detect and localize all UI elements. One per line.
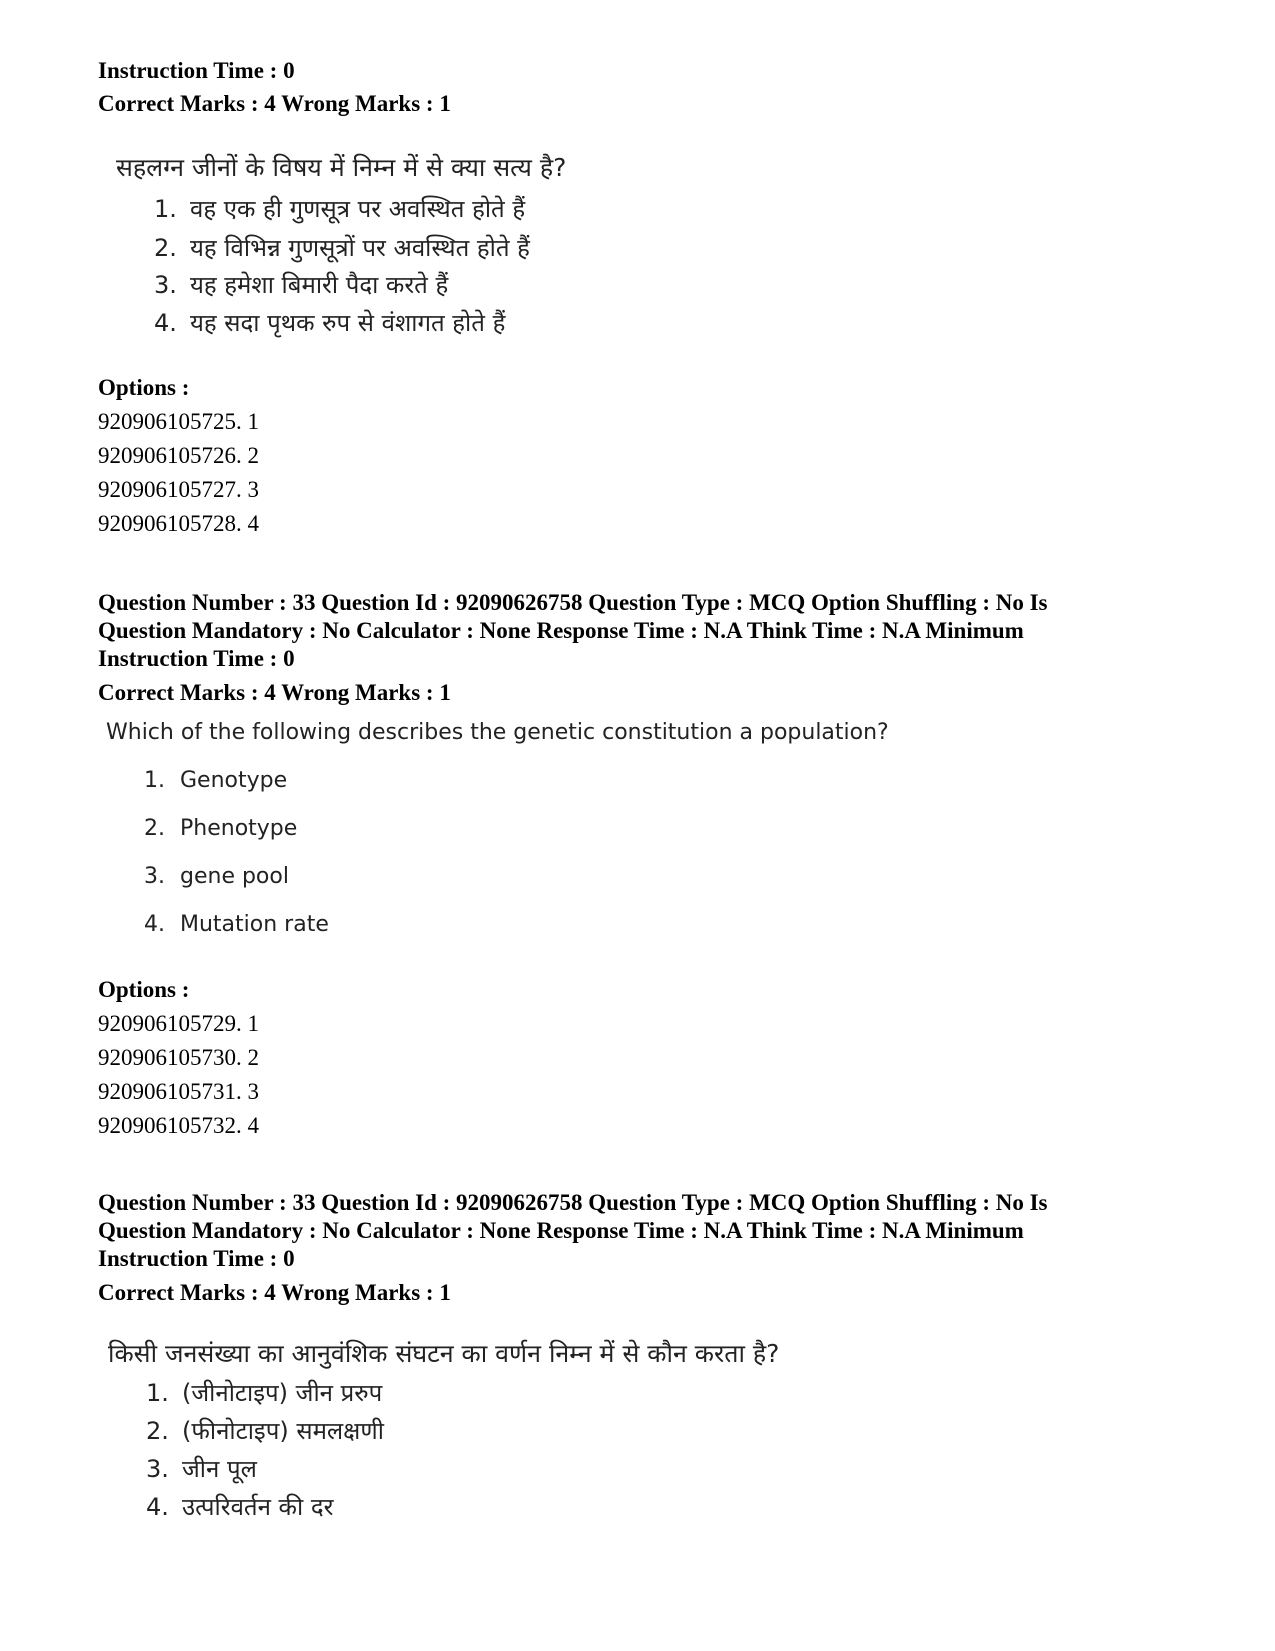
choice-4 bbox=[146, 1490, 333, 1523]
choice-2 bbox=[144, 816, 297, 841]
choice-number: 2. bbox=[146, 1417, 169, 1445]
marks-line: Correct Marks : 4 Wrong Marks : 1 bbox=[98, 91, 451, 116]
choice-text: वह एक ही गुणसूत्र पर अवस्थित होते हैं bbox=[190, 195, 526, 223]
choice-number: 2. bbox=[154, 234, 177, 262]
marks-line: Correct Marks : 4 Wrong Marks : 1 bbox=[98, 1280, 451, 1305]
choice-text: यह सदा पृथक रुप से वंशागत होते हैं bbox=[190, 309, 506, 337]
options-label: Options : bbox=[98, 375, 190, 400]
instruction-time: Instruction Time : 0 bbox=[98, 58, 295, 83]
choice-text: (जीनोटाइप) जीन प्ररुप bbox=[182, 1379, 383, 1407]
choice-text: (फीनोटाइप) समलक्षणी bbox=[182, 1417, 384, 1445]
choice-number: 4. bbox=[144, 912, 165, 937]
question-header-line-2: Question Mandatory : No Calculator : None Response Time : N.A Think Time : N.A Minimum bbox=[98, 618, 1024, 643]
question-text: Which of the following describes the genetic constitution a population? bbox=[106, 720, 889, 745]
instruction-time: Instruction Time : 0 bbox=[98, 1246, 295, 1271]
options-label: Options : bbox=[98, 977, 190, 1002]
question-text: किसी जनसंख्या का आनुवंशिक संघटन का वर्णन निम्न में से कौन करता है? bbox=[108, 1339, 780, 1368]
choice-text: यह हमेशा बिमारी पैदा करते हैं bbox=[190, 271, 449, 299]
option-id-4: 920906105728. 4 bbox=[98, 511, 259, 536]
choice-number: 2. bbox=[144, 816, 165, 841]
question-text: सहलग्न जीनों के विषय में निम्न में से क्या सत्य है? bbox=[116, 153, 567, 182]
option-id-3: 920906105731. 3 bbox=[98, 1079, 259, 1104]
choice-number: 1. bbox=[154, 195, 177, 223]
choice-number: 1. bbox=[146, 1379, 169, 1407]
choice-number: 3. bbox=[154, 271, 177, 299]
choice-2 bbox=[146, 1414, 384, 1447]
choice-2 bbox=[154, 231, 530, 264]
choice-1 bbox=[146, 1376, 382, 1409]
option-id-1: 920906105725. 1 bbox=[98, 409, 259, 434]
choice-text: उत्परिवर्तन की दर bbox=[182, 1493, 334, 1521]
choice-number: 4. bbox=[154, 309, 177, 337]
question-header-line-1: Question Number : 33 Question Id : 92090626758 Question Type : MCQ Option Shuffling : No Is bbox=[98, 1190, 1048, 1215]
choice-number: 4. bbox=[146, 1493, 169, 1521]
option-id-3: 920906105727. 3 bbox=[98, 477, 259, 502]
question-header-line-1: Question Number : 33 Question Id : 92090626758 Question Type : MCQ Option Shuffling : No Is bbox=[98, 590, 1048, 615]
choice-3 bbox=[144, 864, 289, 889]
question-header-line-2: Question Mandatory : No Calculator : None Response Time : N.A Think Time : N.A Minimum bbox=[98, 1218, 1024, 1243]
option-id-2: 920906105730. 2 bbox=[98, 1045, 259, 1070]
choice-text: Phenotype bbox=[180, 816, 298, 841]
choice-text: Mutation rate bbox=[180, 912, 329, 937]
choice-4 bbox=[154, 306, 505, 339]
choice-4 bbox=[144, 912, 329, 937]
choice-text: Genotype bbox=[180, 768, 288, 793]
choice-text: यह विभिन्न गुणसूत्रों पर अवस्थित होते हैं bbox=[190, 234, 530, 262]
marks-line: Correct Marks : 4 Wrong Marks : 1 bbox=[98, 680, 451, 705]
option-id-1: 920906105729. 1 bbox=[98, 1011, 259, 1036]
option-id-2: 920906105726. 2 bbox=[98, 443, 259, 468]
choice-text: जीन पूल bbox=[182, 1455, 257, 1483]
choice-1 bbox=[154, 192, 525, 225]
instruction-time: Instruction Time : 0 bbox=[98, 646, 295, 671]
choice-3 bbox=[154, 268, 448, 301]
choice-1 bbox=[144, 768, 287, 793]
choice-number: 1. bbox=[144, 768, 165, 793]
option-id-4: 920906105732. 4 bbox=[98, 1113, 259, 1138]
choice-number: 3. bbox=[146, 1455, 169, 1483]
choice-number: 3. bbox=[144, 864, 165, 889]
choice-3 bbox=[146, 1452, 257, 1485]
choice-text: gene pool bbox=[180, 864, 289, 889]
